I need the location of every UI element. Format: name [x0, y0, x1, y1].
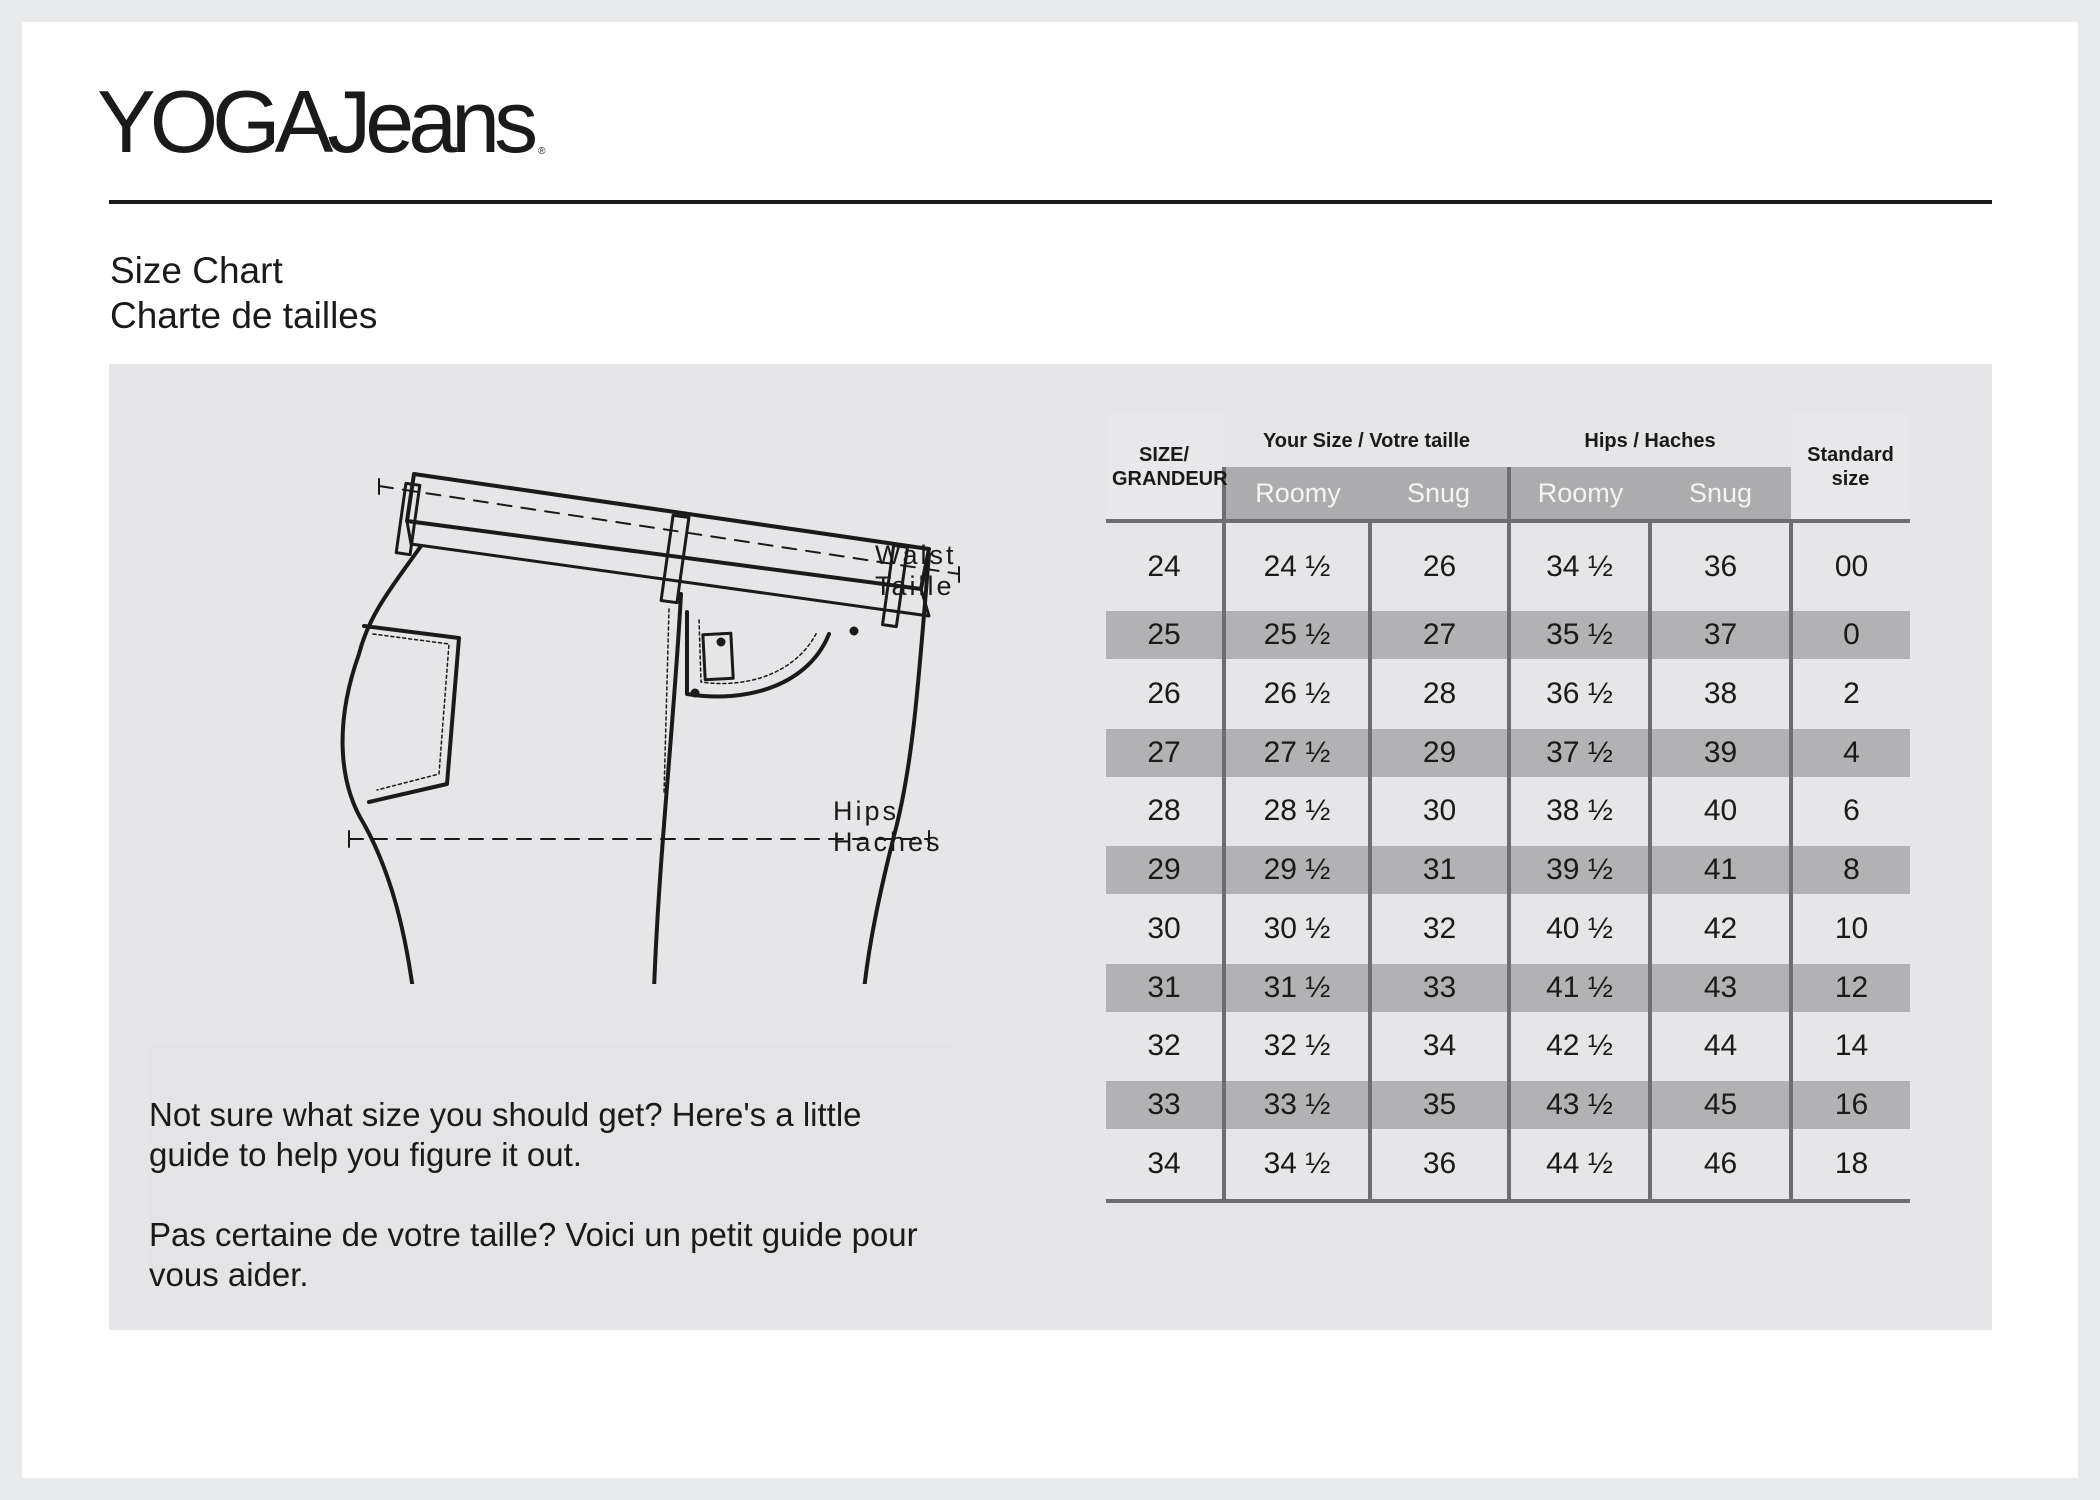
header-hips-roomy: Roomy — [1509, 467, 1650, 521]
cell-hips-roomy: 44 ½ — [1509, 1129, 1650, 1201]
cell-standard-size: 2 — [1791, 659, 1910, 729]
cell-hips-roomy: 36 ½ — [1509, 659, 1650, 729]
cell-hips-snug: 40 — [1650, 777, 1791, 847]
header-your-size: Your Size / Votre taille — [1224, 414, 1509, 467]
cell-hips-snug: 43 — [1650, 964, 1791, 1012]
table-row — [1106, 1129, 1910, 1201]
size-table — [1106, 414, 1910, 1203]
cell-waist-snug: 26 — [1370, 521, 1509, 611]
cell-waist-roomy: 24 ½ — [1224, 521, 1370, 611]
cell-hips-roomy: 43 ½ — [1509, 1081, 1650, 1129]
cell-waist-snug: 28 — [1370, 659, 1509, 729]
cell-hips-snug: 39 — [1650, 729, 1791, 777]
header-size: SIZE/ GRANDEUR — [1106, 414, 1224, 521]
waistband-outline — [407, 474, 929, 589]
cell-hips-roomy: 40 ½ — [1509, 894, 1650, 964]
cell-size: 29 — [1106, 846, 1224, 894]
size-guide-text — [149, 1095, 949, 1335]
table-row — [1106, 659, 1910, 729]
cell-hips-roomy: 42 ½ — [1509, 1012, 1650, 1082]
cell-standard-size: 8 — [1791, 846, 1910, 894]
page-title — [110, 248, 377, 338]
cell-size: 27 — [1106, 729, 1224, 777]
cell-waist-snug: 32 — [1370, 894, 1509, 964]
cell-size: 32 — [1147, 1029, 1181, 1063]
cell-standard-size: 16 — [1791, 1081, 1910, 1129]
cell-waist-roomy: 30 ½ — [1224, 894, 1370, 964]
guide-english: Not sure what size you should get? Here's a little guide to help you figure it out. — [149, 1096, 862, 1173]
cell-waist-roomy: 26 ½ — [1224, 659, 1370, 729]
cell-waist-roomy: 28 ½ — [1224, 777, 1370, 847]
header-standard-size: Standard size — [1791, 414, 1910, 521]
cell-size: 28 — [1147, 794, 1181, 828]
cell-waist-roomy: 29 ½ — [1224, 846, 1370, 894]
table-row — [1106, 729, 1910, 777]
table-header-row — [1106, 414, 1910, 467]
cell-hips-snug: 46 — [1650, 1129, 1791, 1201]
cell-hips-roomy: 38 ½ — [1509, 777, 1650, 847]
cell-size: 34 — [1106, 1129, 1224, 1201]
cell-waist-snug: 34 — [1370, 1012, 1509, 1082]
cell-hips-roomy: 34 ½ — [1509, 521, 1650, 611]
header-your-size-snug: Snug — [1370, 467, 1509, 521]
cell-hips-roomy: 41 ½ — [1509, 964, 1650, 1012]
cell-waist-roomy: 25 ½ — [1224, 611, 1370, 659]
cell-hips-snug: 41 — [1650, 846, 1791, 894]
logo-text: YOGAJeans — [97, 72, 533, 171]
table-row — [1106, 611, 1910, 659]
cell-waist-roomy: 33 ½ — [1224, 1081, 1370, 1129]
cell-size: 26 — [1147, 676, 1181, 710]
cell-hips-roomy: 37 ½ — [1509, 729, 1650, 777]
cell-standard-size: 6 — [1791, 777, 1910, 847]
guide-french: Pas certaine de votre taille? Voici un petit guide pour vous aider. — [149, 1216, 918, 1293]
size-table-wrapper — [1106, 414, 1910, 1203]
cell-hips-snug: 36 — [1650, 521, 1791, 611]
cell-hips-snug: 37 — [1650, 611, 1791, 659]
header-hips-snug: Snug — [1650, 467, 1791, 521]
header-divider — [109, 200, 1992, 204]
cell-standard-size: 18 — [1791, 1129, 1910, 1201]
cell-waist-roomy: 31 ½ — [1224, 964, 1370, 1012]
cell-waist-roomy: 34 ½ — [1224, 1129, 1370, 1201]
table-row — [1106, 964, 1910, 1012]
cell-waist-snug: 27 — [1370, 611, 1509, 659]
hips-label — [833, 796, 943, 858]
waist-label — [875, 540, 957, 602]
table-row — [1106, 1012, 1910, 1082]
cell-size: 25 — [1106, 611, 1224, 659]
title-english: Size Chart — [110, 250, 283, 291]
table-row — [1106, 894, 1910, 964]
cell-waist-snug: 33 — [1370, 964, 1509, 1012]
hips-label-french: Haches — [833, 827, 943, 857]
header-your-size-roomy: Roomy — [1224, 467, 1370, 521]
table-row — [1106, 777, 1910, 847]
cell-hips-snug: 38 — [1650, 659, 1791, 729]
cell-size: 30 — [1147, 911, 1181, 945]
content-panel — [109, 364, 1992, 1330]
cell-waist-snug: 36 — [1370, 1129, 1509, 1201]
back-pocket — [364, 626, 459, 802]
jeans-measurement-diagram — [309, 424, 1069, 984]
cell-standard-size: 12 — [1791, 964, 1910, 1012]
table-row — [1106, 846, 1910, 894]
cell-waist-roomy: 27 ½ — [1224, 729, 1370, 777]
table-row — [1106, 1081, 1910, 1129]
cell-standard-size: 0 — [1791, 611, 1910, 659]
registered-mark: ® — [538, 146, 546, 157]
cell-waist-snug: 30 — [1370, 777, 1509, 847]
back-seat-outline — [343, 546, 421, 984]
cell-hips-snug: 42 — [1650, 894, 1791, 964]
cell-hips-snug: 45 — [1650, 1081, 1791, 1129]
cell-waist-snug: 31 — [1370, 846, 1509, 894]
cell-standard-size: 4 — [1791, 729, 1910, 777]
front-pocket-outline — [687, 612, 829, 697]
hips-label-english: Hips — [833, 796, 900, 826]
cell-hips-snug: 44 — [1650, 1012, 1791, 1082]
brand-logo — [97, 67, 546, 177]
cell-size: 31 — [1106, 964, 1224, 1012]
header-hips: Hips / Haches — [1509, 414, 1791, 467]
waist-label-french: Taille — [875, 571, 955, 601]
title-french: Charte de tailles — [110, 295, 378, 336]
cell-waist-snug: 35 — [1370, 1081, 1509, 1129]
cell-standard-size: 10 — [1791, 894, 1910, 964]
cell-size: 24 — [1106, 521, 1224, 611]
waist-label-english: Waist — [875, 540, 957, 570]
table-row — [1106, 521, 1910, 611]
table-body — [1106, 521, 1910, 1201]
size-chart-page — [22, 22, 2078, 1478]
cell-hips-roomy: 39 ½ — [1509, 846, 1650, 894]
cell-size: 33 — [1106, 1081, 1224, 1129]
cell-waist-snug: 29 — [1370, 729, 1509, 777]
cell-standard-size: 14 — [1791, 1012, 1910, 1082]
cell-waist-roomy: 32 ½ — [1224, 1012, 1370, 1082]
cell-standard-size: 00 — [1791, 521, 1910, 611]
cell-hips-roomy: 35 ½ — [1509, 611, 1650, 659]
